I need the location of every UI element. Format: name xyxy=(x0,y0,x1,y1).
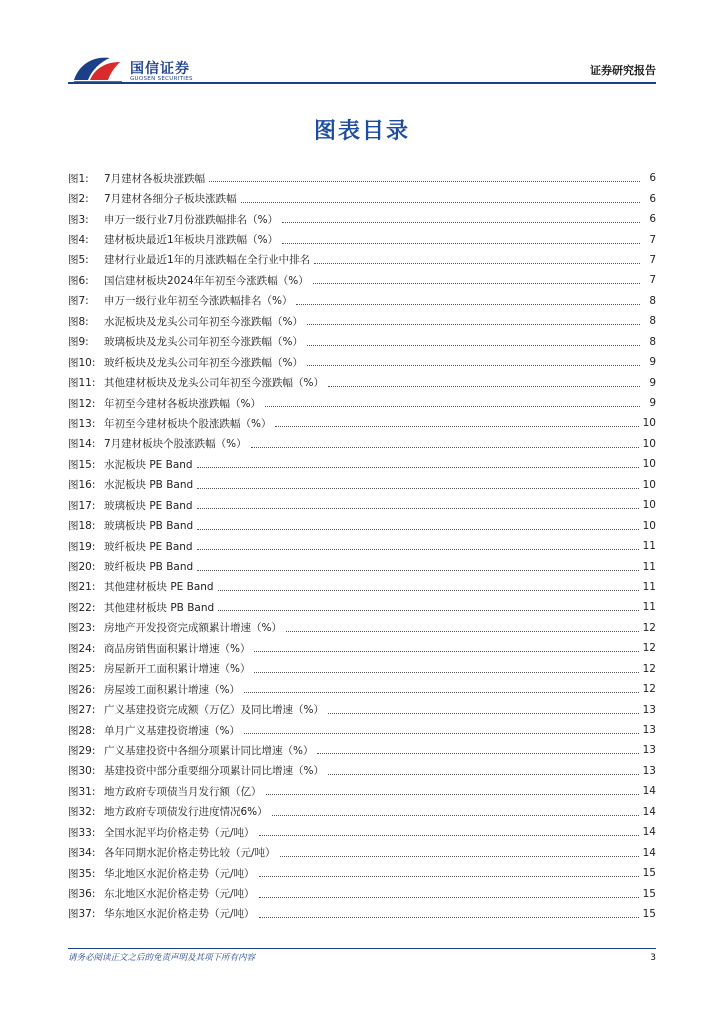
toc-entry-title: 其他建材板块及龙头公司年初至今涨跌幅（%） xyxy=(104,377,324,390)
toc-dot-leader xyxy=(328,385,640,387)
toc-dot-leader xyxy=(254,650,638,652)
toc-entry-page: 15 xyxy=(642,867,656,880)
toc-entry-label: 图11: xyxy=(68,377,96,390)
toc-entry-label: 图34: xyxy=(68,847,96,860)
toc-entry-title: 玻璃板块 PE Band xyxy=(104,499,193,512)
toc-entry-label: 图26: xyxy=(68,683,96,696)
toc-entry[interactable] xyxy=(68,168,656,188)
toc-entry-title: 地方政府专项债当月发行额（亿） xyxy=(104,785,262,798)
toc-entry-title: 全国水泥平均价格走势（元/吨） xyxy=(104,826,255,839)
toc-entry[interactable] xyxy=(68,454,656,474)
toc-entry-label: 图16: xyxy=(68,479,96,492)
disclaimer-text: 请务必阅读正文之后的免责声明及其项下所有内容 xyxy=(68,953,256,963)
toc-entry-page: 15 xyxy=(642,887,656,900)
brand-name-en: GUOSEN SECURITIES xyxy=(130,76,193,82)
toc-entry[interactable] xyxy=(68,311,656,331)
toc-entry-label: 图31: xyxy=(68,785,96,798)
toc-entry-label: 图12: xyxy=(68,397,96,410)
toc-entry-label: 图2: xyxy=(68,193,89,206)
toc-entry-label: 图7: xyxy=(68,295,89,308)
toc-entry[interactable] xyxy=(68,659,656,679)
figure-list xyxy=(68,168,656,924)
toc-entry[interactable] xyxy=(68,761,656,781)
report-type-label: 证券研究报告 xyxy=(590,64,656,77)
toc-entry[interactable] xyxy=(68,413,656,433)
toc-entry-title: 申万一级行业年初至今涨跌幅排名（%） xyxy=(104,295,293,308)
guosen-logo xyxy=(70,52,210,86)
toc-entry-page: 6 xyxy=(649,172,656,185)
toc-dot-leader xyxy=(328,712,639,714)
toc-entry-label: 图37: xyxy=(68,908,96,921)
toc-dot-leader xyxy=(317,752,638,754)
brand-name-cn: 国信证券 xyxy=(130,61,190,77)
toc-dot-leader xyxy=(307,344,640,346)
toc-entry[interactable] xyxy=(68,515,656,535)
toc-entry-page: 15 xyxy=(642,907,656,920)
toc-entry-label: 图30: xyxy=(68,765,96,778)
toc-dot-leader xyxy=(218,609,638,611)
toc-dot-leader xyxy=(313,282,640,284)
toc-entry[interactable] xyxy=(68,536,656,556)
toc-entry-label: 图13: xyxy=(68,417,96,430)
toc-entry-page: 13 xyxy=(642,744,656,757)
toc-dot-leader xyxy=(197,466,639,468)
toc-entry-page: 11 xyxy=(642,540,656,553)
toc-entry-label: 图14: xyxy=(68,438,96,451)
toc-dot-leader xyxy=(307,364,640,366)
toc-dot-leader xyxy=(286,630,639,632)
toc-entry-page: 12 xyxy=(642,662,656,675)
toc-entry-label: 图22: xyxy=(68,601,96,614)
toc-entry-title: 东北地区水泥价格走势（元/吨） xyxy=(104,888,255,901)
guosen-logo-mark-icon xyxy=(70,52,126,86)
page-number: 3 xyxy=(650,953,656,963)
toc-entry-title: 玻纤板块及龙头公司年初至今涨跌幅（%） xyxy=(104,356,303,369)
toc-dot-leader xyxy=(296,303,640,305)
toc-entry-label: 图24: xyxy=(68,642,96,655)
toc-dot-leader xyxy=(241,201,640,203)
toc-entry-label: 图25: xyxy=(68,663,96,676)
toc-entry-page: 6 xyxy=(649,192,656,205)
toc-entry-title: 广义基建投资完成额（万亿）及同比增速（%） xyxy=(104,704,324,717)
toc-entry-title: 房屋新开工面积累计增速（%） xyxy=(104,663,251,676)
toc-entry[interactable] xyxy=(68,250,656,270)
toc-entry[interactable] xyxy=(68,332,656,352)
toc-entry-page: 13 xyxy=(642,764,656,777)
toc-entry-title: 玻纤板块 PB Band xyxy=(104,561,194,574)
toc-entry-page: 8 xyxy=(649,315,656,328)
toc-entry-page: 9 xyxy=(649,356,656,369)
toc-dot-leader xyxy=(197,507,639,509)
toc-entry-page: 12 xyxy=(642,642,656,655)
toc-entry-label: 图6: xyxy=(68,274,89,287)
toc-entry-page: 6 xyxy=(649,213,656,226)
toc-entry-page: 11 xyxy=(642,580,656,593)
toc-entry-label: 图15: xyxy=(68,458,96,471)
toc-entry-label: 图32: xyxy=(68,806,96,819)
toc-entry-label: 图29: xyxy=(68,744,96,757)
toc-dot-leader xyxy=(251,446,639,448)
toc-dot-leader xyxy=(272,814,639,816)
toc-entry-label: 图20: xyxy=(68,561,96,574)
toc-entry-label: 图8: xyxy=(68,315,89,328)
toc-entry-label: 图33: xyxy=(68,826,96,839)
toc-entry-label: 图35: xyxy=(68,867,96,880)
toc-entry-page: 13 xyxy=(642,724,656,737)
toc-entry-page: 9 xyxy=(649,376,656,389)
toc-entry-page: 14 xyxy=(642,846,656,859)
toc-entry-title: 建材板块最近1年板块月涨跌幅（%） xyxy=(104,234,279,247)
toc-entry-page: 10 xyxy=(642,417,656,430)
toc-entry-page: 14 xyxy=(642,785,656,798)
toc-entry-page: 10 xyxy=(642,499,656,512)
toc-entry-label: 图23: xyxy=(68,622,96,635)
toc-dot-leader xyxy=(244,691,639,693)
toc-entry[interactable] xyxy=(68,618,656,638)
toc-entry-title: 7月建材板块个股涨跌幅（%） xyxy=(104,438,247,451)
page-header xyxy=(68,48,656,84)
toc-entry-title: 基建投资中部分重要细分项累计同比增速（%） xyxy=(104,765,324,778)
toc-dot-leader xyxy=(197,528,638,530)
toc-entry-page: 7 xyxy=(649,233,656,246)
toc-entry[interactable] xyxy=(68,495,656,515)
toc-entry[interactable] xyxy=(68,188,656,208)
toc-entry-page: 8 xyxy=(649,335,656,348)
toc-entry-title: 建材行业最近1年的月涨跌幅在全行业中排名 xyxy=(104,254,311,267)
toc-dot-leader xyxy=(197,548,639,550)
toc-entry-page: 12 xyxy=(642,683,656,696)
toc-entry-label: 图5: xyxy=(68,254,89,267)
toc-entry[interactable] xyxy=(68,434,656,454)
toc-entry-page: 9 xyxy=(649,397,656,410)
toc-entry[interactable] xyxy=(68,904,656,924)
toc-entry[interactable] xyxy=(68,842,656,862)
toc-entry-page: 8 xyxy=(649,294,656,307)
toc-dot-leader xyxy=(259,916,639,918)
toc-entry-label: 图27: xyxy=(68,704,96,717)
toc-dot-leader xyxy=(197,569,638,571)
toc-dot-leader xyxy=(280,855,639,857)
toc-dot-leader xyxy=(259,834,639,836)
toc-entry-title: 水泥板块 PB Band xyxy=(104,479,194,492)
toc-entry-label: 图36: xyxy=(68,888,96,901)
toc-entry[interactable] xyxy=(68,883,656,903)
toc-entry[interactable] xyxy=(68,577,656,597)
toc-entry-page: 14 xyxy=(642,805,656,818)
toc-entry[interactable] xyxy=(68,270,656,290)
toc-entry-page: 14 xyxy=(642,826,656,839)
toc-entry-title: 年初至今建材各板块涨跌幅（%） xyxy=(104,397,261,410)
toc-entry-page: 10 xyxy=(642,437,656,450)
toc-entry-page: 11 xyxy=(642,601,656,614)
toc-entry-title: 房屋竣工面积累计增速（%） xyxy=(104,683,240,696)
toc-entry-title: 年初至今建材板块个股涨跌幅（%） xyxy=(104,417,272,430)
toc-entry-label: 图28: xyxy=(68,724,96,737)
toc-entry[interactable] xyxy=(68,863,656,883)
toc-entry-label: 图9: xyxy=(68,336,89,349)
toc-entry-page: 11 xyxy=(642,560,656,573)
toc-entry-title: 申万一级行业7月份涨跌幅排名（%） xyxy=(104,213,279,226)
toc-entry[interactable] xyxy=(68,352,656,372)
toc-entry-label: 图17: xyxy=(68,499,96,512)
toc-dot-leader xyxy=(307,323,640,325)
toc-entry[interactable] xyxy=(68,556,656,576)
toc-entry-title: 国信建材板块2024年年初至今涨跌幅（%） xyxy=(104,274,309,287)
toc-entry-page: 7 xyxy=(649,274,656,287)
toc-dot-leader xyxy=(218,589,639,591)
toc-entry-page: 10 xyxy=(642,478,656,491)
toc-entry[interactable] xyxy=(68,291,656,311)
toc-entry[interactable] xyxy=(68,372,656,392)
toc-entry[interactable] xyxy=(68,781,656,801)
toc-entry[interactable] xyxy=(68,740,656,760)
toc-entry-label: 图3: xyxy=(68,213,89,226)
toc-entry-label: 图1: xyxy=(68,172,89,185)
toc-entry-label: 图4: xyxy=(68,234,89,247)
toc-entry-label: 图18: xyxy=(68,520,96,533)
footer-divider xyxy=(68,948,656,949)
toc-entry-title: 7月建材各板块涨跌幅 xyxy=(104,172,206,185)
toc-entry-title: 其他建材板块 PB Band xyxy=(104,601,215,614)
toc-entry-title: 玻璃板块 PB Band xyxy=(104,520,194,533)
toc-entry-label: 图10: xyxy=(68,356,96,369)
toc-entry-title: 华东地区水泥价格走势（元/吨） xyxy=(104,908,255,921)
toc-dot-leader xyxy=(282,242,640,244)
toc-entry-title: 水泥板块 PE Band xyxy=(104,458,193,471)
header-divider xyxy=(68,82,656,84)
toc-entry-page: 10 xyxy=(642,519,656,532)
toc-entry[interactable] xyxy=(68,822,656,842)
toc-entry-label: 图21: xyxy=(68,581,96,594)
toc-entry[interactable] xyxy=(68,638,656,658)
toc-dot-leader xyxy=(275,425,638,427)
toc-entry-page: 7 xyxy=(649,253,656,266)
toc-entry[interactable] xyxy=(68,475,656,495)
page-title: 图表目录 xyxy=(313,119,410,144)
toc-dot-leader xyxy=(254,671,638,673)
toc-entry-page: 13 xyxy=(642,703,656,716)
toc-dot-leader xyxy=(244,732,639,734)
toc-entry[interactable] xyxy=(68,229,656,249)
toc-entry-label: 图19: xyxy=(68,540,96,553)
toc-entry[interactable] xyxy=(68,597,656,617)
toc-dot-leader xyxy=(266,793,639,795)
toc-dot-leader xyxy=(328,773,639,775)
toc-entry-title: 水泥板块及龙头公司年初至今涨跌幅（%） xyxy=(104,315,303,328)
toc-dot-leader xyxy=(282,221,640,223)
toc-entry-page: 12 xyxy=(642,621,656,634)
toc-dot-leader xyxy=(259,875,639,877)
toc-entry-title: 单月广义基建投资增速（%） xyxy=(104,724,240,737)
toc-entry-title: 华北地区水泥价格走势（元/吨） xyxy=(104,867,255,880)
toc-entry-page: 10 xyxy=(642,458,656,471)
toc-entry[interactable] xyxy=(68,393,656,413)
toc-dot-leader xyxy=(314,262,640,264)
toc-entry-title: 房地产开发投资完成额累计增速（%） xyxy=(104,622,282,635)
toc-dot-leader xyxy=(197,487,638,489)
toc-entry[interactable] xyxy=(68,802,656,822)
toc-entry-title: 玻璃板块及龙头公司年初至今涨跌幅（%） xyxy=(104,336,303,349)
toc-entry-title: 广义基建投资中各细分项累计同比增速（%） xyxy=(104,744,314,757)
toc-entry[interactable] xyxy=(68,679,656,699)
toc-entry-title: 玻纤板块 PE Band xyxy=(104,540,193,553)
toc-entry[interactable] xyxy=(68,699,656,719)
toc-entry-title: 其他建材板块 PE Band xyxy=(104,581,214,594)
toc-dot-leader xyxy=(209,180,640,182)
toc-entry[interactable] xyxy=(68,720,656,740)
toc-entry-title: 各年同期水泥价格走势比较（元/吨） xyxy=(104,847,276,860)
toc-entry[interactable] xyxy=(68,209,656,229)
toc-entry-title: 地方政府专项债发行进度情况6%） xyxy=(104,806,268,819)
toc-dot-leader xyxy=(259,896,639,898)
toc-entry-title: 7月建材各细分子板块涨跌幅 xyxy=(104,193,237,206)
toc-entry-title: 商品房销售面积累计增速（%） xyxy=(104,642,251,655)
toc-dot-leader xyxy=(265,405,640,407)
